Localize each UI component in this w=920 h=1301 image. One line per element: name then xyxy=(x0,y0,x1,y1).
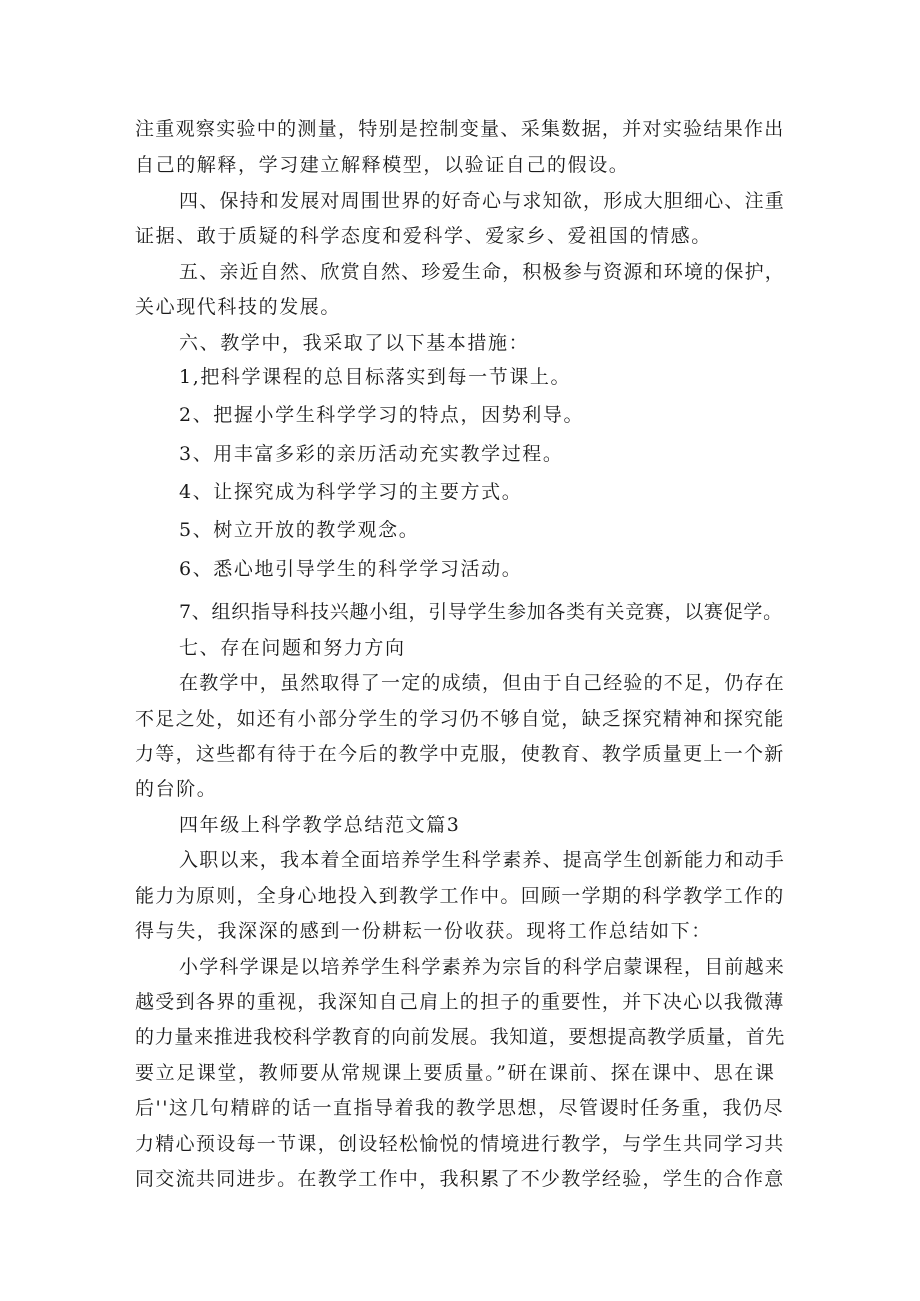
text-line: 后''这几句精辟的话一直指导着我的教学思想，尽管谡时任务重，我仍尽 xyxy=(135,1097,784,1119)
text-line: 五、亲近自然、欣赏自然、珍爱生命，积极参与资源和环境的保护， xyxy=(179,261,786,283)
text-line: 自己的解释，学习建立解释模型，以验证自己的假设。 xyxy=(135,154,630,176)
text-line: 入职以来，我本着全面培养学生科学素养、提高学生创新能力和动手 xyxy=(179,849,786,871)
list-item: 2、把握小学生科学学习的特点，因势利导。 xyxy=(179,404,585,426)
text-line: 力等，这些都有待于在今后的教学中克服，使教育、教学质量更上一个新 xyxy=(135,743,785,765)
text-line: 小学科学课是以培养学生科学素养为宗旨的科学启蒙课程，目前越来 xyxy=(179,956,786,978)
text-line: 注重观察实验中的测量，特别是控制变量、采集数据，并对实验结果作出 xyxy=(135,118,785,140)
list-item: 1,把科学课程的总目标落实到每一节课上。 xyxy=(179,366,572,388)
text-line: 的台阶。 xyxy=(135,778,218,800)
text-line: 四、保持和发展对周围世界的好奇心与求知欲，形成大胆细心、注重 xyxy=(179,190,786,212)
text-line: 要立足课堂，教师要从常规课上要质量。”研在课前、探在课中、思在课 xyxy=(135,1062,776,1084)
list-item: 4、让探究成为科学学习的主要方式。 xyxy=(179,481,523,503)
section-heading: 七、存在问题和努力方向 xyxy=(179,637,406,659)
text-line: 得与失，我深深的感到一份耕耘一份收获。现将工作总结如下： xyxy=(135,920,712,942)
text-line: 同交流共同进步。在教学工作中，我积累了不少教学经验，学生的合作意 xyxy=(135,1168,785,1190)
text-line: 力精心预设每一节课，创设轻松愉悦的情境进行教学，与学生共同学习共 xyxy=(135,1133,785,1155)
list-item: 7、组织指导科技兴趣小组，引导学生参加各类有关竞赛，以赛促学。 xyxy=(179,601,783,623)
text-line: 六、教学中，我采取了以下基本措施： xyxy=(179,332,530,354)
text-line: 能力为原则，全身心地投入到教学工作中。回顾一学期的科学教学工作的 xyxy=(135,885,785,907)
list-item: 3、用丰富多彩的亲历活动充实教学过程。 xyxy=(179,443,564,465)
text-line: 证据、敢于质疑的科学态度和爱科学、爱家乡、爱祖国的情感。 xyxy=(135,225,712,247)
text-line: 不足之处，如还有小部分学生的学习仍不够自觉，缺乏探究精神和探究能 xyxy=(135,708,785,730)
text-line: 在教学中，虽然取得了一定的成绩，但由于自己经验的不足，仍存在 xyxy=(179,672,786,694)
section-heading: 四年级上科学教学总结范文篇3 xyxy=(179,814,461,836)
list-item: 6、悉心地引导学生的科学学习活动。 xyxy=(179,558,523,580)
text-line: 越受到各界的重视，我深知自己肩上的担子的重要性，并下决心以我微薄 xyxy=(135,991,785,1013)
text-line: 关心现代科技的发展。 xyxy=(135,296,342,318)
list-item: 5、树立开放的教学观念。 xyxy=(179,519,420,541)
text-line: 的力量来推进我校科学教育的向前发展。我知道，要想提高教学质量，首先 xyxy=(135,1026,786,1048)
